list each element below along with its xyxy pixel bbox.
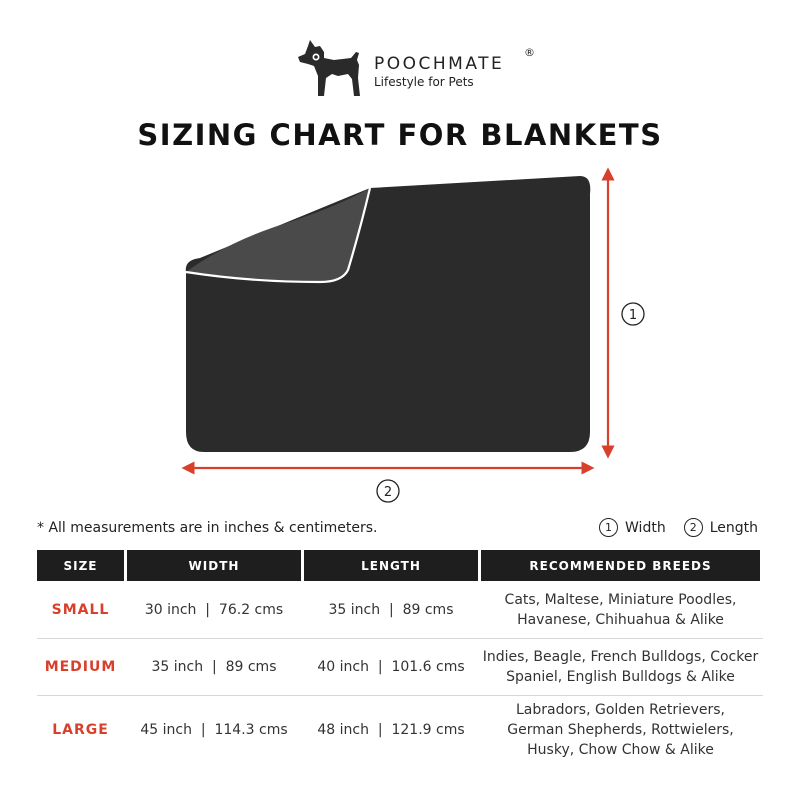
breeds-line: Havanese, Chihuahua & Alike [517, 611, 724, 628]
breeds-cell [481, 700, 760, 760]
page-title: SIZING CHART FOR BLANKETS [137, 118, 663, 152]
width-cell: 35 inch | 89 cms [151, 659, 277, 675]
blanket-diagram [170, 160, 650, 515]
registered-mark: ® [524, 46, 535, 59]
width-cell: 30 inch | 76.2 cms [144, 601, 284, 618]
header-length: LENGTH [304, 550, 478, 581]
table-row [37, 581, 763, 639]
size-cell: MEDIUM [44, 659, 117, 675]
legend [581, 518, 758, 537]
breeds-line: Labradors, Golden Retrievers, [515, 702, 725, 718]
sizing-table [37, 550, 763, 764]
width-marker-label: 1 [628, 308, 638, 323]
header-width: WIDTH [127, 550, 301, 581]
table-row [37, 696, 763, 764]
length-cell: 35 inch | 89 cms [328, 601, 454, 618]
dog-icon [296, 38, 368, 98]
legend-num: 2 [684, 518, 703, 537]
header-breeds: RECOMMENDED BREEDS [481, 550, 760, 581]
brand-tagline: Lifestyle for Pets [374, 75, 474, 89]
table-row [37, 639, 763, 696]
legend-label: Width [625, 519, 666, 536]
width-cell: 45 inch | 114.3 cms [140, 722, 288, 738]
legend-label: Length [709, 519, 758, 536]
breeds-line: Cats, Maltese, Miniature Poodles, [504, 591, 737, 608]
legend-num: 1 [599, 518, 618, 537]
length-cell: 40 inch | 101.6 cms [317, 659, 465, 675]
breeds-cell [481, 647, 760, 687]
size-cell: SMALL [51, 601, 110, 618]
breeds-line: German Shepherds, Rottwielers, [507, 722, 734, 738]
breeds-line: Indies, Beagle, French Bulldogs, Cocker [482, 649, 759, 665]
legend-item-width [599, 518, 666, 537]
size-cell: LARGE [52, 722, 109, 738]
measurement-note: * All measurements are in inches & centimeters. [37, 520, 378, 536]
length-marker-label: 2 [383, 485, 393, 500]
header-size: SIZE [37, 550, 124, 581]
table-header [37, 550, 763, 581]
breeds-cell [481, 590, 760, 630]
breeds-line: Husky, Chow Chow & Alike [527, 742, 714, 758]
blanket-fold [186, 188, 370, 282]
legend-item-length [684, 518, 758, 537]
brand-name: POOCHMATE [374, 54, 505, 74]
breeds-line: Spaniel, English Bulldogs & Alike [506, 669, 735, 685]
brand-logo [296, 38, 556, 100]
length-cell: 48 inch | 121.9 cms [317, 722, 465, 738]
blanket-body [186, 176, 591, 452]
